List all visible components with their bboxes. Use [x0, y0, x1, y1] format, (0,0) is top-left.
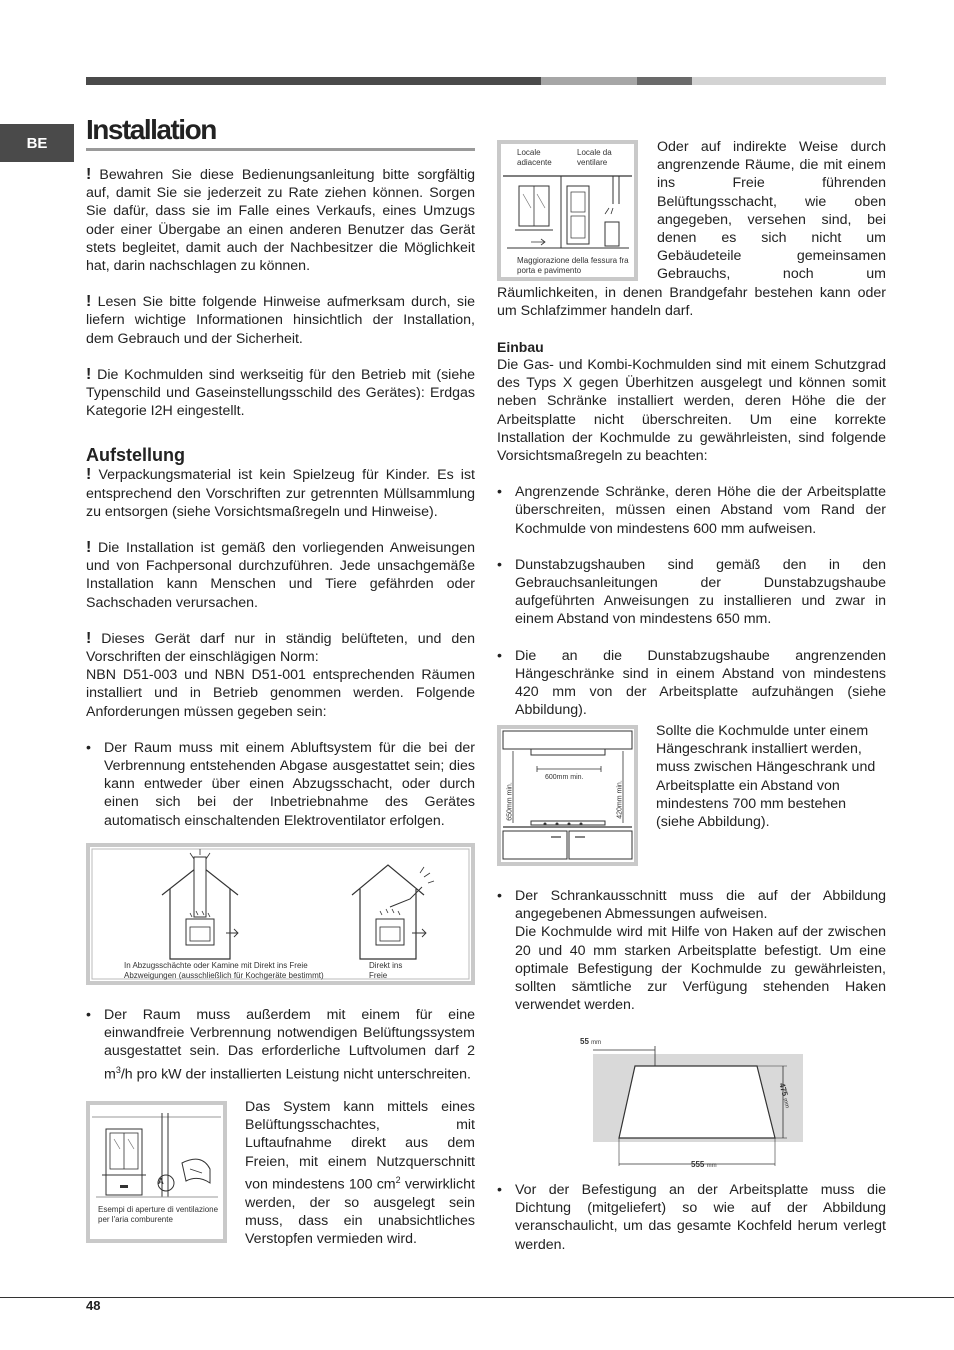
list-item: • Die an die Dunstabzugshaube angrenzenden Hängeschränke sind in einem Abstand von mindestens 420 mm von der Arbeitsplatte aufzuhängen (siehe Abbildung).	[497, 647, 886, 719]
list-item: • Der Raum muss außerdem mit einem für eine einwandfreie Verbrennung notwendigen Belüftungssystem ausgestattet sein. Das erforderliche Luftvolumen darf 2 $m^3/h$ pro kW der installierten Leistung nicht unterschreiten.	[86, 1007, 475, 1083]
dimension-label: 55 mm	[580, 1037, 602, 1046]
dimension-label: 555 mm	[691, 1160, 717, 1169]
paragraph: ! Dieses Gerät darf nur in ständig belüfteten, und den Vorschriften der einschlägigen Norm:	[86, 629, 475, 666]
paragraph: NBN D51-003 und NBN D51-001 entsprechenden Räumen installiert und in Betrieb genommen werden. Folgende Anforderungen müssen gegeben sein:	[86, 667, 475, 720]
figure-label: Locale adiacente	[517, 148, 552, 167]
list-item: • Der Raum muss mit einem Abluftsystem für die bei der Verbrennung entstehenden Abgase ausgestattet sein; dies kann entweder über einen Abzugsschacht, oder durch einen sich bei der Inbetriebnahme des Gerätes automatisch einschaltenden Elektroventilator erfolgen.	[86, 739, 475, 829]
figure-hood-distances	[497, 725, 638, 866]
figure-caption: Maggiorazione della fessura fra porta e pavimento	[517, 256, 629, 275]
figure-caption: In Abzugsschächte oder Kamine mit Direkt ins Freie Abzweigungen (ausschließlich für Kochgeräte bestimmt)	[124, 961, 324, 980]
dimension-label: 420mm min.	[616, 780, 624, 819]
figure-caption: Direkt ins Freie	[369, 961, 403, 980]
language-tab: BE	[0, 124, 74, 162]
right-column-middle	[497, 887, 886, 1032]
title-underline	[86, 148, 475, 151]
section-heading-einbau: Einbau	[497, 339, 544, 356]
figure-ventilation-openings	[86, 1101, 227, 1243]
list-item: • Vor der Befestigung an der Arbeitsplatte muss die Dichtung (mitgeliefert) so wie auf der Abbildung veranschaulicht, um das gesamte Kochfeld herum verlegt werden.	[497, 1182, 886, 1253]
header-color-bar	[86, 77, 886, 85]
paragraph: ! Lesen Sie bitte folgende Hinweise aufmerksam durch, sie liefern wichtige Informationen hinsichtlich der Installation, dem Gebrauch und der Sicherheit.	[86, 293, 475, 347]
right-column-bottom	[497, 1181, 886, 1272]
figure-label: A	[158, 1177, 164, 1186]
page-title: Installation	[86, 114, 216, 145]
paragraph: Das System kann mittels eines Belüftungsschachtes, mit Luftaufnahme direkt aus dem Freien, mit einem Nutzquerschnitt von mindestens 100 $cm^2$ verwirklicht werden, der so ausgelegt sein muss, dass ein unabsichtliches Verstopfen vermieden wird.	[245, 1099, 475, 1248]
header-bar-segment	[86, 77, 541, 85]
right-column-top	[497, 138, 886, 737]
hood-distance-diagram	[501, 729, 634, 862]
list-item: • Der Schrankausschnitt muss die auf der Abbildung angegebenen Abmessungen aufweisen. Die Kochmulde wird mit Hilfe von Haken auf der zwischen 20 und 40 mm starken Arbeitsplatte befestigt. Um eine optimale Befestigung der Kochmulde zu gewährleisten, sollten sämtliche zur Verfügung stehenden Haken verwendet werden.	[497, 888, 886, 1014]
dimension-label: 650mm min.	[506, 782, 514, 821]
header-bar-segment	[637, 77, 692, 85]
right-column-side-text	[656, 722, 886, 849]
paragraph: ! Bewahren Sie diese Bedienungsanleitung bitte sorgfältig auf, damit Sie sie jederzeit zu Rate ziehen können. Sorgen Sie dafür, dass sie im Falle eines Verkaufs, eines Umzugs oder einer Übergabe an einen anderen Benutzer das Gerät stets begleitet, damit auch der Nachbesitzer die Möglichkeit hat, darin nachschlagen zu können.	[86, 166, 475, 275]
list-item: • Angrenzende Schränke, deren Höhe die der Arbeitsplatte überschreiten, müssen einen Abstand vom Rand der Kochmulde von mindestens 600 mm aufweisen.	[497, 484, 886, 537]
paragraph: Oder auf indirekte Weise durch angrenzende Räume, die mit einem ins Freie führenden Belüftungsschacht, wie oben angegeben, versehen sind, bei denen es sich nicht um Gebäudeteile gemeinsamen Gebrauchs, noch um Räumlichkeiten, in denen Brandgefahr bestehen kann oder um Schlafzimmer handeln darf.	[497, 139, 886, 319]
dimension-label: 600mm min.	[545, 774, 584, 781]
header-bar-segment	[692, 77, 886, 85]
paragraph: Die Gas- und Kombi-Kochmulden sind mit einem Schutzgrad des Typs X gegen Überhitzen ausgelegt und können somit neben Schränke installiert werden, deren Höhe die der Arbeitsplatte nicht überschreiten. Um eine korrekte Installation der Kochmulde zu gewährleisten, sind folgende Vorsichtsmaßregeln zu beachten:	[497, 357, 886, 465]
section-heading-aufstellung: Aufstellung	[86, 445, 185, 466]
figure-cutout-dimensions	[575, 1030, 805, 1175]
header-bar-segment	[541, 77, 637, 85]
dimension-label: 475 mm	[777, 1081, 790, 1109]
paragraph: ! Verpackungsmaterial ist kein Spielzeug für Kinder. Es ist entsprechend den Vorschriften zur getrennten Müllsammlung zu entsorgen (siehe Vorsichtsmaßregeln und Hinweise).	[86, 466, 475, 520]
footer-rule	[0, 1297, 954, 1298]
float-spacer	[497, 138, 657, 282]
page-number: 48	[86, 1298, 101, 1313]
list-item: • Dunstabzugshauben sind gemäß den in den Gebrauchsanleitungen der Dunstabzugshaube aufgeführten Anweisungen zu installieren und zwar in einem Abstand von mindestens 650 mm.	[497, 556, 886, 628]
left-column-middle	[86, 1006, 475, 1102]
paragraph: ! Die Installation ist gemäß den vorliegenden Anweisungen und von Fachpersonal durchzuführen. Jede unsachgemäße Installation kann Menschen und Tiere gefährden oder Sachschaden verursachen.	[86, 539, 475, 611]
left-column-side-text	[245, 1098, 475, 1266]
figure-caption: Esempi di aperture di ventilazione per l'aria comburente	[98, 1205, 219, 1224]
paragraph: ! Die Kochmulden sind werkseitig für den Betrieb mit (siehe Typenschild und Gaseinstellungsschild des Gerätes): Erdgas Kategorie I2H eingestellt.	[86, 365, 475, 420]
left-column-top	[86, 166, 475, 848]
figure-chimney-ventilation	[86, 843, 475, 985]
figure-label: Locale da ventilare	[577, 148, 612, 167]
paragraph: Sollte die Kochmulde unter einem Hängeschrank installiert werden, muss zwischen Hängeschrank und Arbeitsplatte ein Abstand von mindestens 700 mm bestehen (siehe Abbildung).	[656, 723, 876, 831]
cutout-diagram	[575, 1030, 805, 1175]
